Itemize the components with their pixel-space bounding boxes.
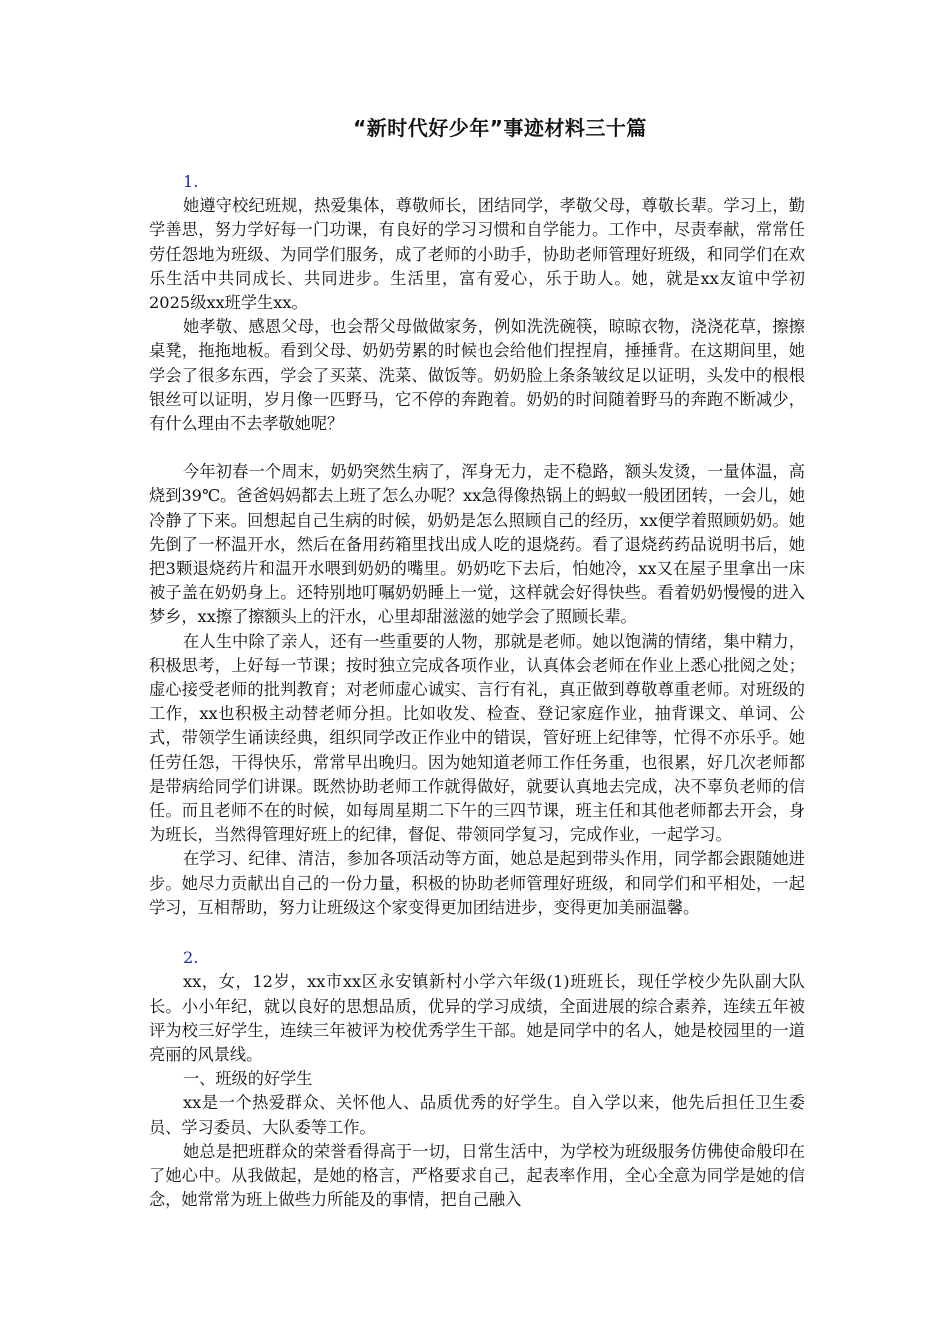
section-spacer xyxy=(149,920,805,946)
paragraph: 在人生中除了亲人，还有一些重要的人物，那就是老师。她以饱满的情绪，集中精力，积极思考，上好每一节课；按时独立完成各项作业，认真体会老师在作业上悉心批阅之处；虚心接受老师的批判教育；对老师虚心诚实、言行有礼，真正做到尊敬尊重老师。对班级的工作，xx也积极主动替老师分担。比如收发、检查、登记家庭作业，抽背课文、单词、公式，带领学生诵读经典，组织同学改正作业中的错误，管好班上纪律等，忙得不亦乐乎。她任劳任怨，干得快乐，常常早出晚归。因为她知道老师工作任务重，也很累，好几次老师都是带病给同学们讲课。既然协助老师工作就得做好，就要认真地去完成，决不辜负老师的信任。而且老师不在的时候，如每周星期二下午的三四节课，班主任和其他老师都去开会，身为班长，当然得管理好班上的纪律，督促、带领同学复习，完成作业，一起学习。 xyxy=(149,631,805,845)
paragraph: 在学习、纪律、清洁，参加各项活动等方面，她总是起到带头作用，同学都会跟随她进步。她尽力贡献出自己的一份力量，积极的协助老师管理好班级，和同学们和平相处，一起学习，互相帮助，努力让班级这个家变得更加团结进步，变得更加美丽温馨。 xyxy=(149,849,805,917)
section-number: 1. xyxy=(183,172,199,191)
document-body xyxy=(149,170,805,1212)
document-title: “新时代好少年”事迹材料三十篇 xyxy=(353,116,647,140)
subheading: 一、班级的好学生 xyxy=(183,1069,313,1089)
section-number: 2. xyxy=(183,948,199,968)
paragraph: 她孝敬、感恩父母，也会帮父母做做家务，例如洗洗碗筷，晾晾衣物，浇浇花草，擦擦桌凳，拖拖地板。看到父母、奶奶劳累的时候也会给他们捏捏肩，捶捶背。在这期间里，她学会了很多东西，学会了买菜、洗菜、做饭等。奶奶脸上条条皱纹足以证明，头发中的根根银丝可以证明，岁月像一匹野马，它不停的奔跑着。奶奶的时间随着野马的奔跑不断减少，有什么理由不去孝敬她呢？ xyxy=(149,317,805,434)
paragraph: 她总是把班群众的荣誉看得高于一切，日常生活中，为学校为班级服务仿佛使命般印在了她心中。从我做起，是她的格言，严格要求自己，起表率作用，全心全意为同学是她的信念，她常常为班上做些力所能及的事情，把自己融入 xyxy=(149,1141,805,1210)
paragraph: xx是一个热爱群众、关怀他人、品质优秀的好学生。自入学以来，他先后担任卫生委员、学习委员、大队委等工作。 xyxy=(149,1093,805,1137)
paragraph-spacer xyxy=(149,436,805,460)
paragraph: xx，女，12岁，xx市xx区永安镇新村小学六年级(1)班班长，现任学校少先队副大队长。小小年纪，就以良好的思想品质，优异的学习成绩，全面进展的综合素养，连续五年被评为校三好学生，连续三年被评为校优秀学生干部。她是同学中的名人，她是校园里的一道亮丽的风景线。 xyxy=(149,972,805,1064)
paragraph: 她遵守校纪班规，热爱集体，尊敬师长，团结同学，孝敬父母，尊敬长辈。学习上，勤学善思，努力学好每一门功课，有良好的学习习惯和自学能力。工作中，尽责奉献，常常任劳任怨地为班级、为同学们服务，成了老师的小助手，协助老师管理好班级，和同学们在欢乐生活中共同成长、共同进步。生活里，富有爱心，乐于助人。她，就是xx友谊中学初2025级xx班学生xx。 xyxy=(149,196,805,313)
paragraph: 今年初春一个周末，奶奶突然生病了，浑身无力，走不稳路，额头发烫，一量体温，高烧到39℃。爸爸妈妈都去上班了怎么办呢？xx急得像热锅上的蚂蚁一般团团转，一会儿，她冷静了下来。回想起自己生病的时候，奶奶是怎么照顾自己的经历，xx便学着照顾奶奶。她先倒了一杯温开水，然后在备用药箱里找出成人吃的退烧药。看了退烧药药品说明书后，她把3颗退烧药片和温开水喂到奶奶的嘴里。奶奶吃下去后，怕她冷，xx又在屋子里拿出一床被子盖在奶奶身上。还特别地叮嘱奶奶睡上一觉，这样就会好得快些。看着奶奶慢慢的进入梦乡，xx擦了擦额头上的汗水，心里却甜滋滋的她学会了照顾长辈。 xyxy=(149,462,805,627)
